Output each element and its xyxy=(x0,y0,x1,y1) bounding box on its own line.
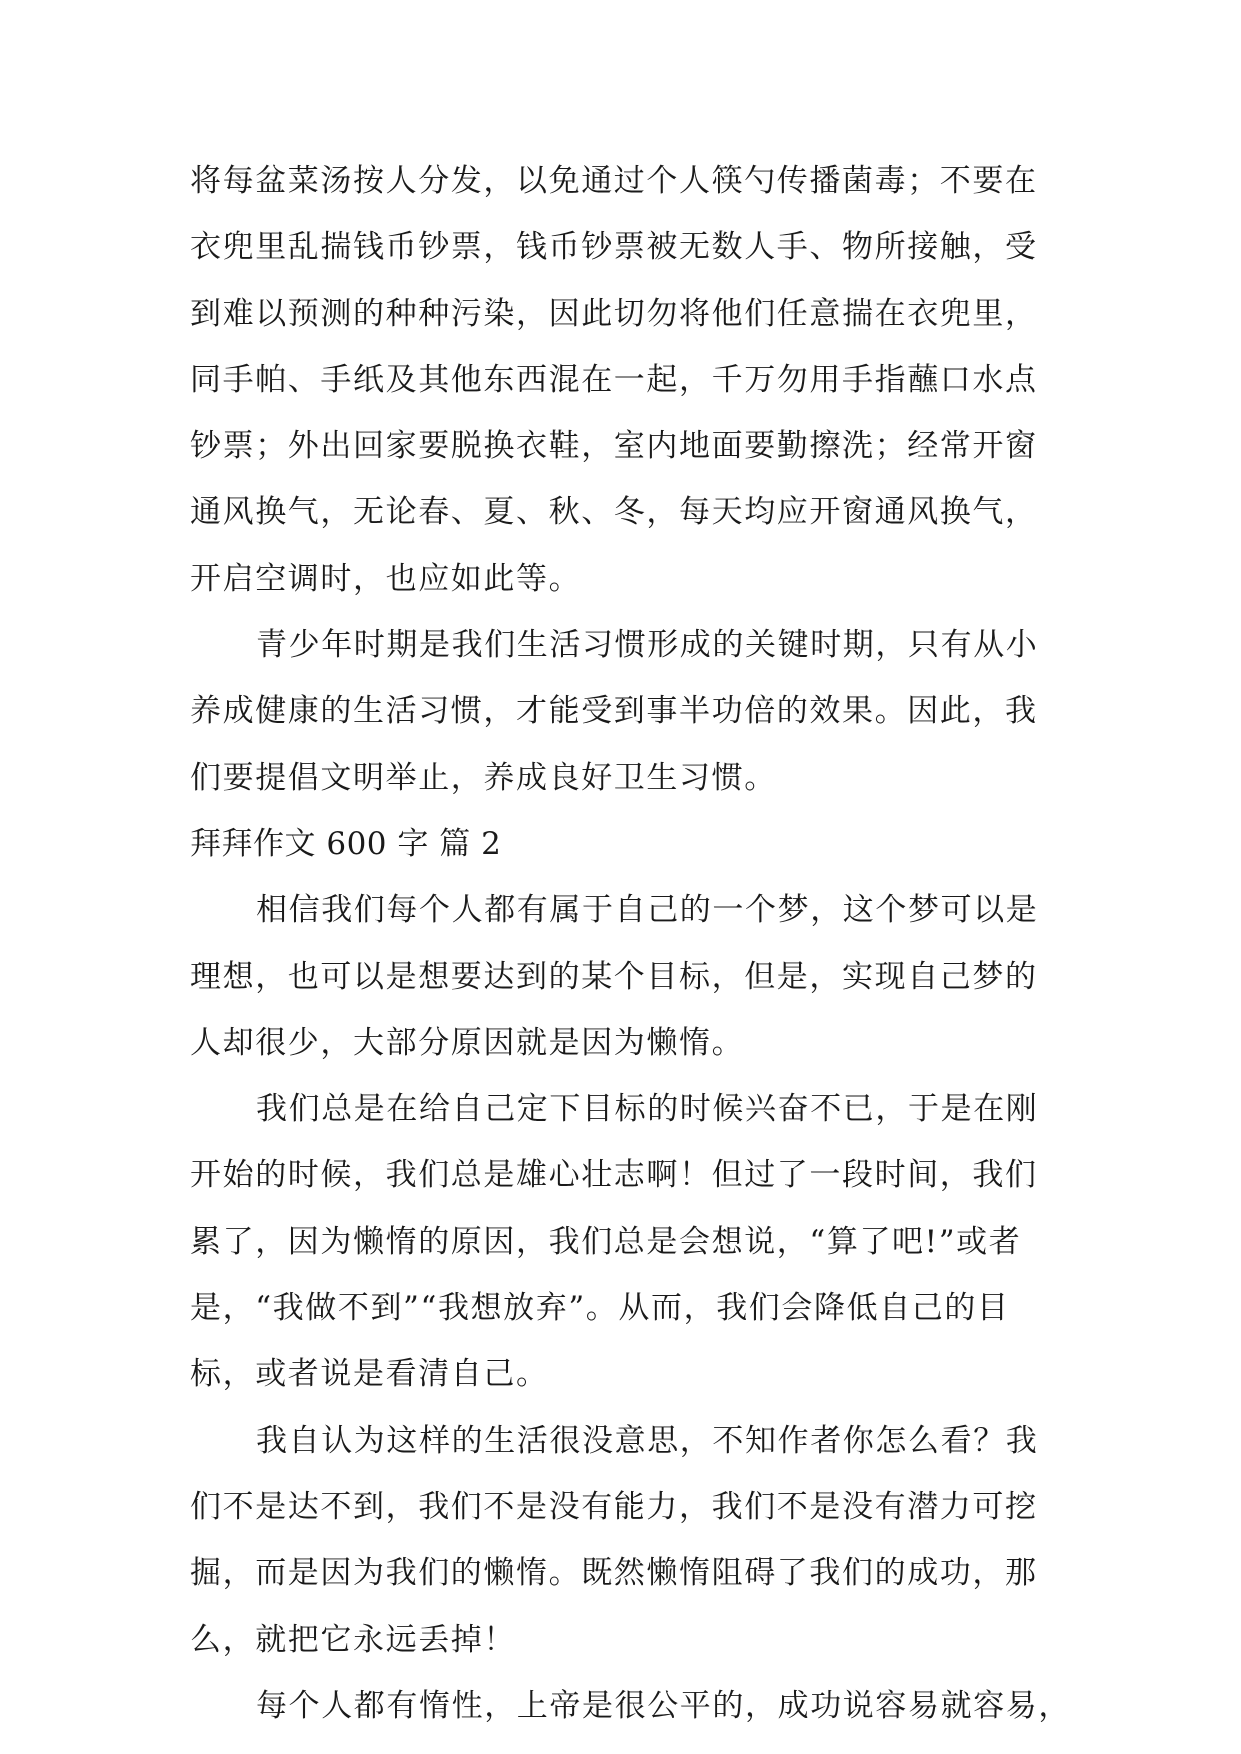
text-line: 标，或者说是看清自己。 xyxy=(190,1356,549,1393)
text-line: 们不是达不到，我们不是没有能力，我们不是没有潜力可挖 xyxy=(190,1488,1038,1525)
text-line: 通风换气，无论春、夏、秋、冬，每天均应开窗通风换气， xyxy=(190,494,1038,531)
paragraph xyxy=(190,1408,1070,1673)
document-body xyxy=(190,148,1070,1739)
text-line: 我自认为这样的生活很没意思，不知作者你怎么看？我 xyxy=(256,1422,1039,1459)
paragraph xyxy=(190,877,1070,1076)
paragraph xyxy=(190,1673,1070,1739)
text-line: 掘，而是因为我们的懒惰。既然懒惰阻碍了我们的成功，那 xyxy=(190,1555,1038,1592)
text-line: 同手帕、手纸及其他东西混在一起，千万勿用手指蘸口水点 xyxy=(190,361,1038,398)
text-line: 每个人都有惰性，上帝是很公平的，成功说容易就容易， xyxy=(256,1687,1071,1724)
text-line: 理想，也可以是想要达到的某个目标，但是，实现自己梦的 xyxy=(190,958,1038,995)
text-line: 开始的时候，我们总是雄心壮志啊！但过了一段时间，我们 xyxy=(190,1157,1038,1194)
section-heading: 拜拜作文 600 字 篇 2 xyxy=(190,825,502,862)
text-line: 养成健康的生活习惯，才能受到事半功倍的效果。因此，我 xyxy=(190,693,1038,730)
text-line: 是，“我做不到”“我想放弃”。从而，我们会降低自己的目 xyxy=(190,1290,1010,1327)
text-line: 将每盆菜汤按人分发，以免通过个人筷勺传播菌毒；不要在 xyxy=(190,163,1038,199)
paragraph xyxy=(190,148,1070,612)
text-line: 衣兜里乱揣钱币钞票，钱币钞票被无数人手、物所接触，受 xyxy=(190,229,1038,266)
text-line: 开启空调时，也应如此等。 xyxy=(190,560,582,597)
paragraph xyxy=(190,1076,1070,1407)
text-line: 相信我们每个人都有属于自己的一个梦，这个梦可以是 xyxy=(256,892,1039,929)
text-line: 我们总是在给自己定下目标的时候兴奋不已，于是在刚 xyxy=(256,1091,1039,1128)
paragraph xyxy=(190,612,1070,811)
text-line: 们要提倡文明举止，养成良好卫生习惯。 xyxy=(190,759,777,796)
text-line: 累了，因为懒惰的原因，我们总是会想说，“算了吧!”或者 xyxy=(190,1223,1022,1260)
text-line: 到难以预测的种种污染，因此切勿将他们任意揣在衣兜里， xyxy=(190,295,1038,332)
text-line: 青少年时期是我们生活习惯形成的关键时期，只有从小 xyxy=(256,627,1039,664)
text-line: 么，就把它永远丢掉！ xyxy=(190,1621,516,1658)
text-line: 人却很少，大部分原因就是因为懒惰。 xyxy=(190,1024,745,1061)
text-line: 钞票；外出回家要脱换衣鞋，室内地面要勤擦洗；经常开窗 xyxy=(190,428,1038,465)
